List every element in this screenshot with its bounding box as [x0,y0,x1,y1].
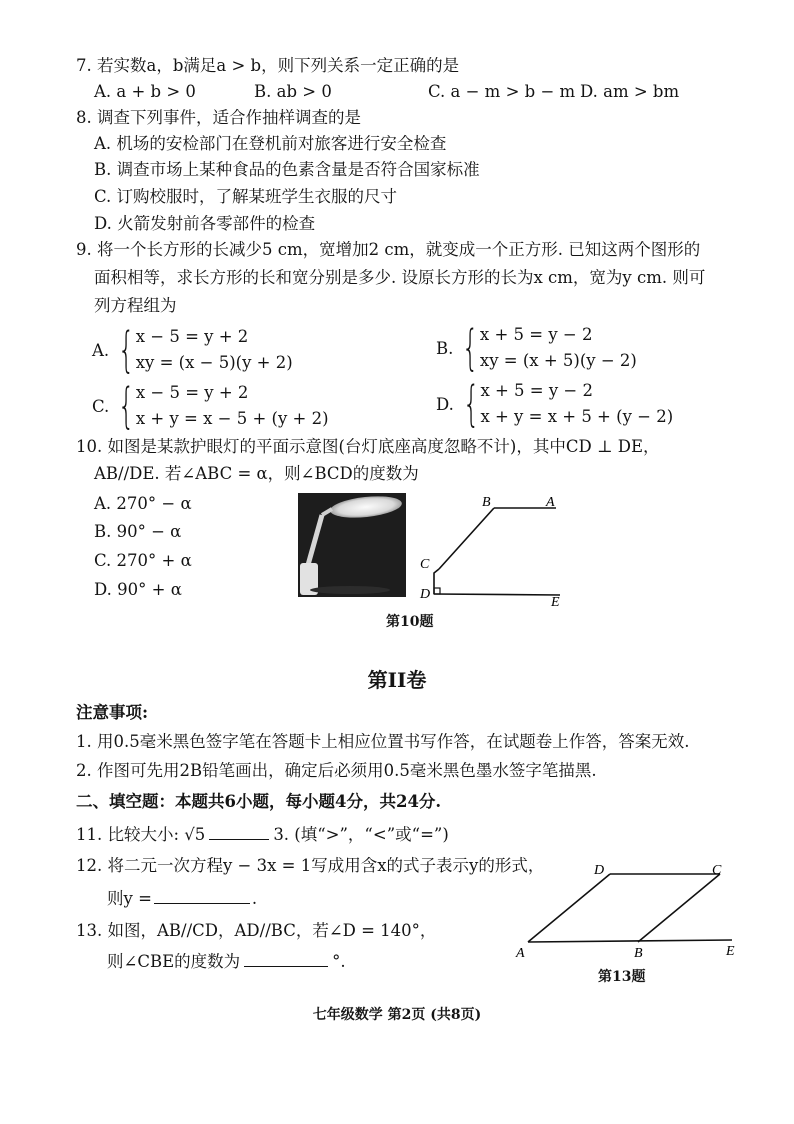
q12-answer-blank [154,889,250,904]
q9-option-b [436,322,637,374]
q13-diagram [510,858,750,958]
equation: x + 5 = y − 2 [480,381,594,400]
q8-option-d: D. 火箭发射前各零部件的检查 [94,214,316,233]
q11-prefix: 11. 比较大小: √5 [76,825,206,844]
q8-stem: 8. 调查下列事件，适合作抽样调查的是 [76,108,361,127]
option-label: B. [436,338,454,358]
equation: x + 5 = y − 2 [479,325,593,344]
point-label-c: C [712,863,722,878]
point-label-d: D [420,587,431,602]
q7-option-c: C. a − m > b − m [428,82,576,101]
q8-option-a: A. 机场的安检部门在登机前对旅客进行安全检查 [94,134,447,153]
point-label-e: E [726,944,735,958]
equation: x + y = x + 5 + (y − 2) [480,407,674,426]
point-label-b: B [634,946,643,958]
equation: xy = (x − 5)(y + 2) [135,353,293,372]
brace-icon: { [118,378,135,434]
brace-icon: { [118,322,135,378]
point-label-a: A [516,946,525,958]
q8-option-b: B. 调查市场上某种食品的色素含量是否符合国家标准 [94,160,480,179]
q10-diagram [412,490,612,610]
point-label-b: B [482,495,491,510]
lamp-photo [298,493,406,597]
notice-2: 2. 作图可先用2B铅笔画出，确定后必须用0.5毫米黑色墨水签字笔描黑. [76,761,597,780]
option-label: D. [436,394,454,414]
q7-option-b: B. ab > 0 [254,82,332,101]
option-label: A. [92,340,110,360]
q11-suffix: 3. (填“>”，“<”或“=”) [273,825,449,844]
q8-option-c: C. 订购校服时，了解某班学生衣服的尺寸 [94,187,398,206]
q13-line1: 13. 如图，AB//CD，AD//BC，若∠D = 140°， [76,921,437,940]
equation: xy = (x + 5)(y − 2) [479,351,637,370]
point-label-a: A [546,495,555,510]
point-label-d: D [594,863,605,878]
equation: x − 5 = y + 2 [135,327,249,346]
brace-icon: { [462,376,480,432]
part2-heading: 二、填空题：本题共6小题，每小题4分，共24分. [76,792,442,811]
section-title: 第II卷 [367,668,427,692]
point-label-e: E [551,595,560,610]
q7-option-d: D. am > bm [580,82,680,101]
q10-option-c: C. 270° + α [94,551,192,570]
q9-line3: 列方程组为 [94,296,177,315]
q13-answer-blank [244,952,328,967]
page-footer: 七年级数学 第2页 (共8页) [312,1007,482,1023]
q10-option-d: D. 90° + α [94,580,182,599]
notice-title: 注意事项: [76,703,149,722]
q10-line1: 10. 如图是某款护眼灯的平面示意图(台灯底座高度忽略不计)，其中CD ⊥ DE， [76,437,660,456]
equation: x − 5 = y + 2 [135,383,249,402]
q12-prefix: 则y = [107,889,152,908]
q12-suffix: . [251,889,258,908]
notice-1: 1. 用0.5毫米黑色签字笔在答题卡上相应位置书写作答，在试题卷上作答，答案无效. [76,732,690,751]
q9-option-a [92,324,293,376]
q7-stem: 7. 若实数a，b满足a > b，则下列关系一定正确的是 [76,56,460,75]
q11 [76,825,449,845]
q13-prefix: 则∠CBE的度数为 [107,952,241,971]
q12-line2 [107,889,257,909]
q13-caption: 第13题 [598,969,646,985]
q11-answer-blank [209,825,269,840]
equation: x + y = x − 5 + (y + 2) [135,409,329,428]
q9-line1: 9. 将一个长方形的长减少5 cm，宽增加2 cm，就变成一个正方形. 已知这两个图形的 [76,240,701,259]
brace-icon: { [462,320,480,376]
lamp-illustration [298,493,406,597]
q9-option-c [92,380,329,432]
q10-option-a: A. 270° − α [94,494,192,513]
q9-line2: 面积相等，求长方形的长和宽分别是多少. 设原长方形的长为x cm，宽为y cm. 则可 [94,268,706,287]
q13-line2 [107,952,346,972]
q13-suffix: °. [332,952,346,971]
point-label-c: C [420,557,430,572]
q10-option-b: B. 90° − α [94,522,182,541]
q7-option-a: A. a + b > 0 [94,82,196,101]
q12-line1: 12. 将二元一次方程y − 3x = 1写成用含x的式子表示y的形式， [76,856,545,875]
q10-line2: AB//DE. 若∠ABC = α，则∠BCD的度数为 [94,464,419,483]
option-label: C. [92,396,110,416]
q9-option-d [436,378,673,430]
q10-caption: 第10题 [386,614,434,630]
